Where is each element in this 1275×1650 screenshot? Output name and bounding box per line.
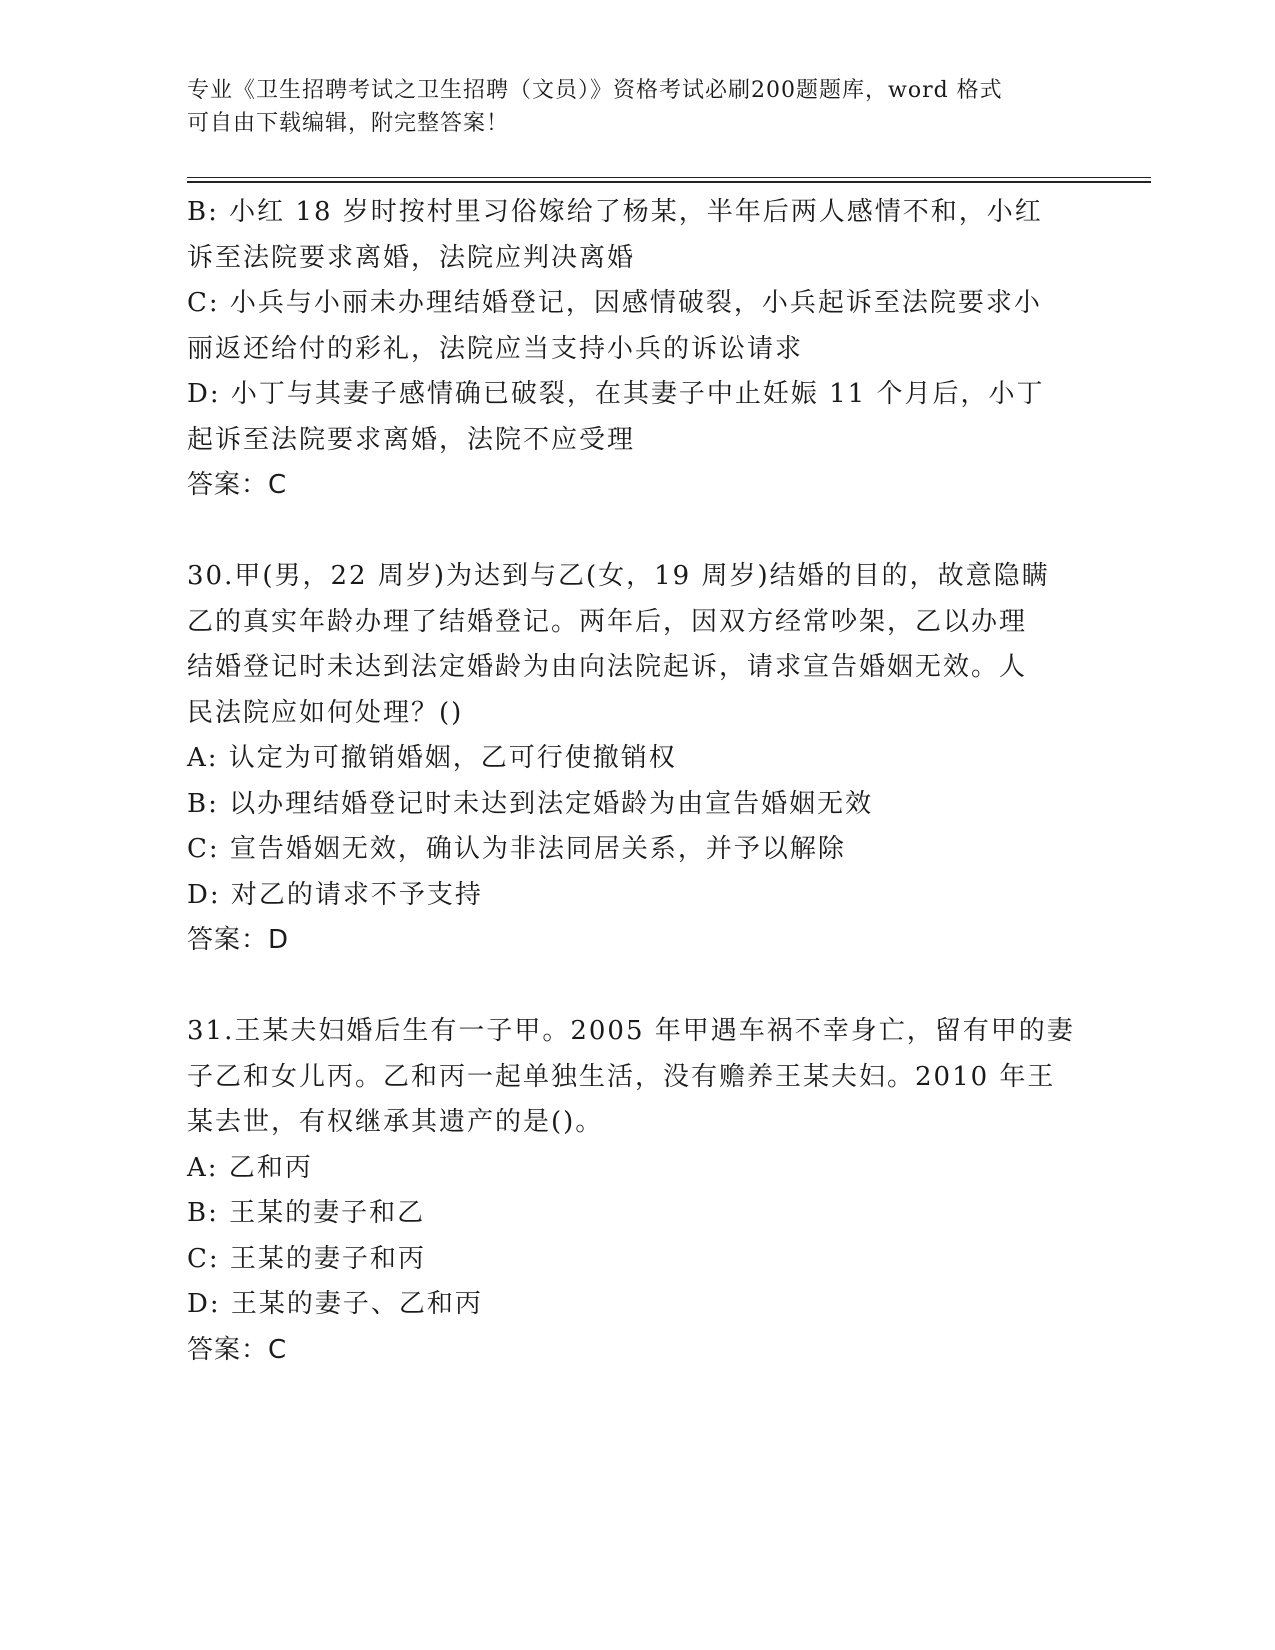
question-stem-line: 结婚登记时未达到法定婚龄为由向法院起诉，请求宣告婚姻无效。人 bbox=[187, 652, 1028, 682]
option-c: C: 王某的妻子和丙 bbox=[187, 1243, 426, 1274]
page-header bbox=[187, 74, 1067, 140]
option-b-line2: 诉至法院要求离婚，法院应判决离婚 bbox=[187, 242, 636, 273]
question-31 bbox=[187, 1009, 1087, 1373]
option-b-line1: B: 小红 18 岁时按村里习俗嫁给了杨某，半年后两人感情不和，小红 bbox=[187, 197, 1043, 227]
option-d: D: 王某的妻子、乙和丙 bbox=[187, 1289, 483, 1319]
header-title-line1: 专业《卫生招聘考试之卫生招聘（文员）》资格考试必刷200题题库，word 格式 bbox=[187, 78, 1003, 103]
question-stem-line: 子乙和女儿丙。乙和丙一起单独生活，没有赡养王某夫妇。2010 年王 bbox=[187, 1061, 1056, 1092]
spacer bbox=[187, 964, 1087, 1010]
option-b: B: 王某的妻子和乙 bbox=[187, 1198, 426, 1228]
question-stem-line: 某去世，有权继承其遗产的是()。 bbox=[187, 1107, 604, 1137]
question-30 bbox=[187, 554, 1087, 964]
prev-question bbox=[187, 190, 1087, 509]
question-content bbox=[187, 190, 1087, 1373]
answer-line: 答案：C bbox=[187, 470, 288, 500]
question-stem-line: 乙的真实年龄办理了结婚登记。两年后，因双方经常吵架，乙以办理 bbox=[187, 606, 1028, 637]
option-d-line1: D: 小丁与其妻子感情确已破裂，在其妻子中止妊娠 11 个月后，小丁 bbox=[187, 379, 1045, 409]
option-a: A: 认定为可撤销婚姻，乙可行使撤销权 bbox=[187, 743, 677, 773]
option-d: D: 对乙的请求不予支持 bbox=[187, 879, 483, 910]
question-stem-line: 民法院应如何处理？() bbox=[187, 697, 464, 728]
option-d-line2: 起诉至法院要求离婚，法院不应受理 bbox=[187, 424, 636, 455]
header-divider bbox=[187, 177, 1151, 183]
header-title-line2: 可自由下载编辑，附完整答案！ bbox=[187, 111, 510, 136]
option-b: B: 以办理结婚登记时未达到法定婚龄为由宣告婚姻无效 bbox=[187, 788, 874, 819]
question-stem-line: 31.王某夫妇婚后生有一子甲。2005 年甲遇车祸不幸身亡，留有甲的妻 bbox=[187, 1016, 1075, 1046]
option-c: C: 宣告婚姻无效，确认为非法同居关系，并予以解除 bbox=[187, 834, 846, 864]
spacer bbox=[187, 509, 1087, 555]
option-c-line1: C: 小兵与小丽未办理结婚登记，因感情破裂，小兵起诉至法院要求小 bbox=[187, 288, 1042, 318]
answer-line: 答案：D bbox=[187, 925, 290, 955]
option-a: A: 乙和丙 bbox=[187, 1152, 313, 1183]
answer-line: 答案：C bbox=[187, 1334, 288, 1365]
option-c-line2: 丽返还给付的彩礼，法院应当支持小兵的诉讼请求 bbox=[187, 333, 804, 364]
question-stem-line: 30.甲(男，22 周岁)为达到与乙(女，19 周岁)结婚的目的，故意隐瞒 bbox=[187, 561, 1050, 591]
